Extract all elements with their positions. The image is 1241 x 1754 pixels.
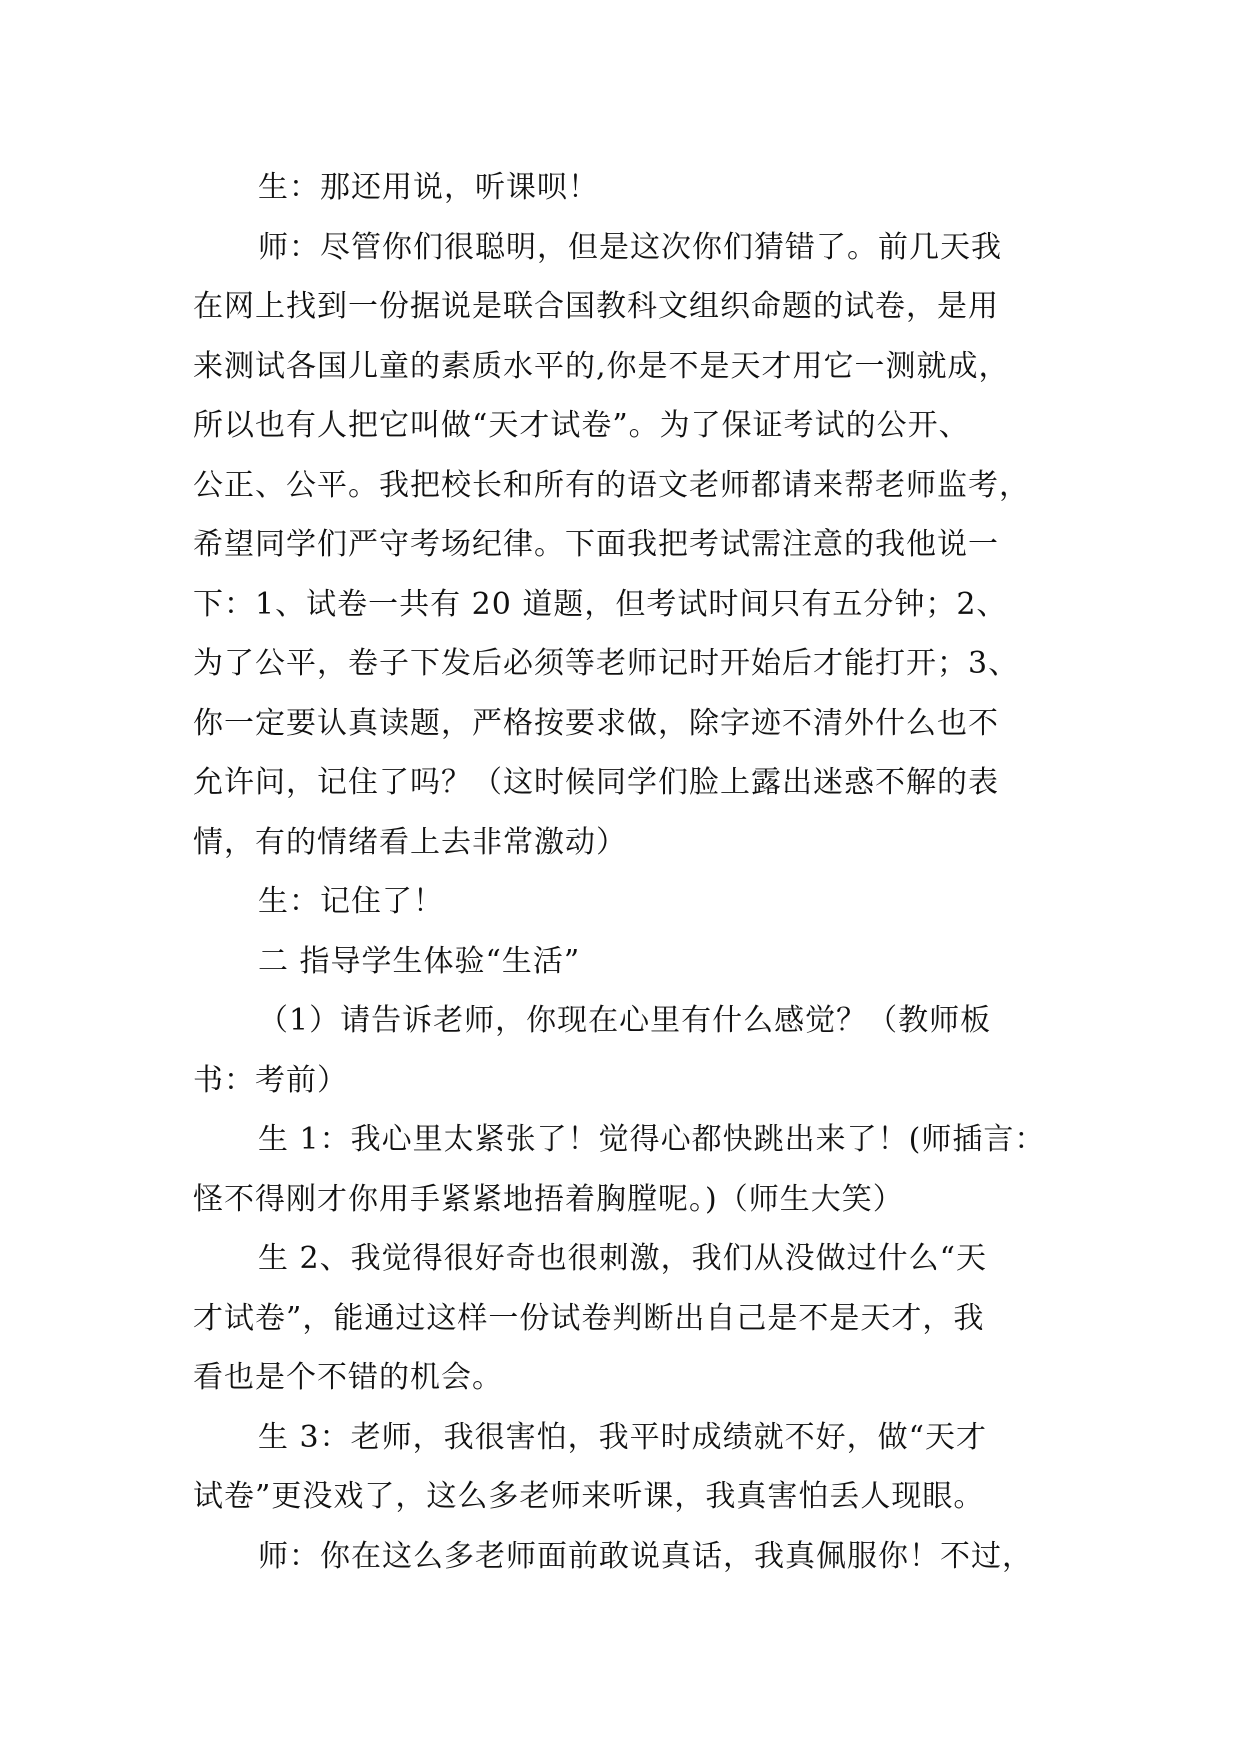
paragraph-line: （1）请告诉老师，你现在心里有什么感觉？（教师板 xyxy=(258,1003,992,1038)
paragraph-line: 师：你在这么多老师面前敢说真话，我真佩服你！不过， xyxy=(258,1538,1033,1574)
paragraph-line: 才试卷”，能通过这样一份试卷判断出自己是不是天才，我 xyxy=(193,1300,985,1336)
document-body xyxy=(193,158,1073,1586)
section-heading: 二 指导学生体验“生活” xyxy=(258,943,581,979)
paragraph-line: 生 2、我觉得很好奇也很刺激，我们从没做过什么“天 xyxy=(258,1241,987,1276)
paragraph-line: 生 3：老师，我很害怕，我平时成绩就不好，做“天才 xyxy=(258,1419,987,1455)
paragraph-line: 为了公平，卷子下发后必须等老师记时开始后才能打开；3、 xyxy=(193,646,1020,681)
paragraph-line: 所以也有人把它叫做“天才试卷”。为了保证考试的公开、 xyxy=(193,408,970,443)
paragraph-line: 在网上找到一份据说是联合国教科文组织命题的试卷，是用 xyxy=(193,289,999,324)
paragraph-line: 情，有的情绪看上去非常激动） xyxy=(193,824,627,860)
paragraph-line: 书：考前） xyxy=(193,1062,348,1098)
paragraph-line: 希望同学们严守考场纪律。下面我把考试需注意的我他说一 xyxy=(193,527,999,562)
paragraph-line: 怪不得刚才你用手紧紧地捂着胸膛呢。)（师生大笑） xyxy=(193,1181,904,1217)
paragraph-line: 看也是个不错的机会。 xyxy=(193,1360,503,1395)
paragraph-line: 公正、公平。我把校长和所有的语文老师都请来帮老师监考， xyxy=(193,467,1030,503)
paragraph-line: 下：1、试卷一共有 20 道题，但考试时间只有五分钟；2、 xyxy=(193,586,1008,622)
paragraph-line: 生 1：我心里太紧张了！觉得心都快跳出来了！(师插言： xyxy=(258,1122,1046,1157)
paragraph-line: 来测试各国儿童的素质水平的,你是不是天才用它一测就成， xyxy=(193,348,1010,384)
paragraph-line: 生：那还用说，听课呗！ xyxy=(258,170,599,205)
paragraph-line: 生：记住了！ xyxy=(258,884,444,919)
paragraph-line: 试卷”更没戏了，这么多老师来听课，我真害怕丢人现眼。 xyxy=(193,1479,985,1514)
paragraph-line: 允许问，记住了吗？（这时候同学们脸上露出迷惑不解的表 xyxy=(193,765,999,800)
paragraph-line: 师：尽管你们很聪明，但是这次你们猜错了。前几天我 xyxy=(258,229,1002,265)
paragraph-line: 你一定要认真读题，严格按要求做，除字迹不清外什么也不 xyxy=(193,705,999,741)
